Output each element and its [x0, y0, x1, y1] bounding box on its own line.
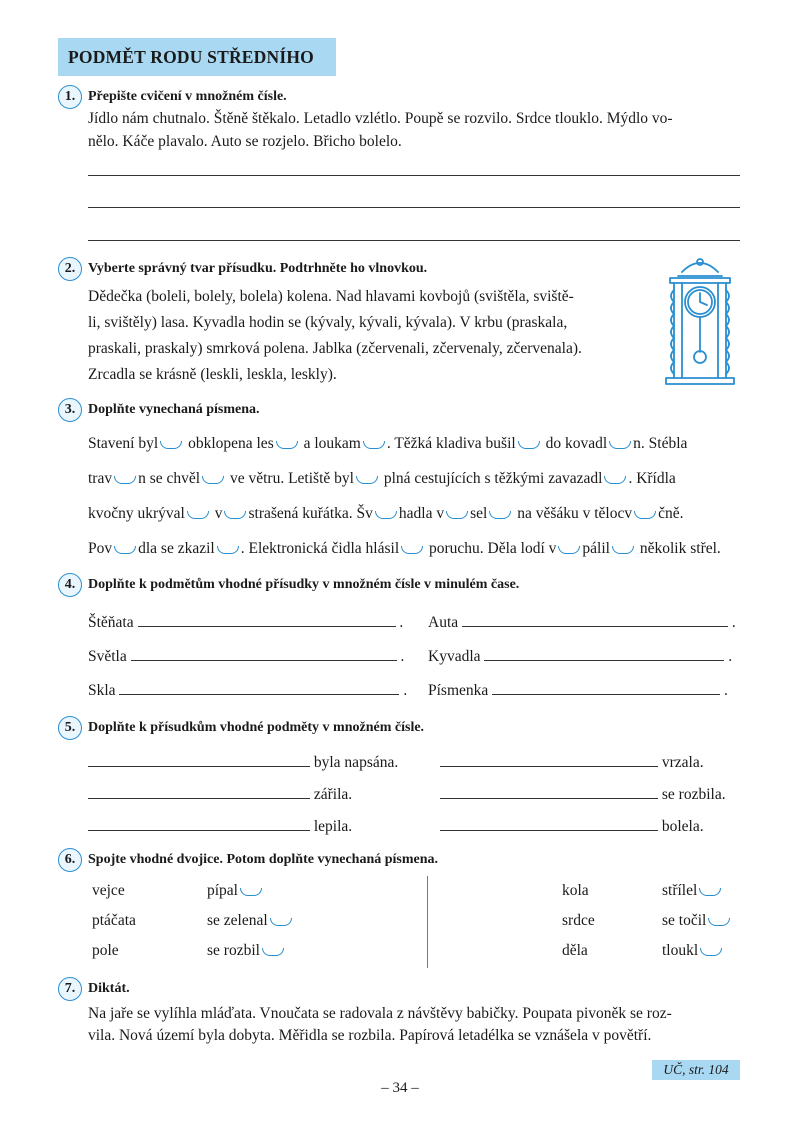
- blank-slot[interactable]: [609, 441, 631, 449]
- exercise-1-text-line1: Jídlo nám chutnalo. Štěně štěkalo. Letadlo vzlétlo. Poupě se rozvilo. Srdce tlouklo. Mýdlo vo-: [88, 110, 673, 127]
- blank-slot[interactable]: [202, 476, 224, 484]
- exercise-2-instruction: Vyberte správný tvar přísudku. Podtrhněte ho vlnovkou.: [88, 261, 428, 276]
- blank-slot[interactable]: [262, 948, 284, 956]
- ex4-row: Štěňata .: [88, 614, 404, 631]
- blank-slot[interactable]: [375, 511, 397, 519]
- exercise-3-number: 3.: [58, 398, 82, 422]
- exercise-1-instruction: Přepište cvičení v množném čísle.: [88, 89, 287, 104]
- blank-slot[interactable]: [114, 476, 136, 484]
- answer-blank[interactable]: [440, 784, 658, 799]
- exercise-7-number: 7.: [58, 977, 82, 1001]
- exercise-3-line-4: Pov dla se zkazil . Elektronická čidla hlásil poruchu. Děla lodí v pálil několik střel.: [88, 540, 721, 557]
- ex5-row: byla napsána.: [88, 752, 398, 772]
- answer-line[interactable]: [88, 240, 740, 241]
- exercise-5-instruction: Doplňte k přísudkům vhodné podměty v množném čísle.: [88, 720, 425, 735]
- blank-slot[interactable]: [356, 476, 378, 484]
- blank-slot[interactable]: [446, 511, 468, 519]
- blank-slot[interactable]: [276, 441, 298, 449]
- ex4-row: Písmenka .: [428, 682, 728, 699]
- answer-blank[interactable]: [138, 612, 396, 627]
- ex5-row: vrzala.: [440, 752, 704, 772]
- match-noun[interactable]: srdce: [562, 912, 595, 929]
- blank-slot[interactable]: [187, 511, 209, 519]
- ex4-row: Skla .: [88, 682, 408, 699]
- match-verb[interactable]: se točil: [662, 908, 732, 933]
- ex5-row: bolela.: [440, 816, 704, 836]
- exercise-6-instruction: Spojte vhodné dvojice. Potom doplňte vynechaná písmena.: [88, 852, 439, 867]
- answer-blank[interactable]: [440, 752, 658, 767]
- blank-slot[interactable]: [699, 888, 721, 896]
- exercise-4-instruction: Doplňte k podmětům vhodné přísudky v množném čísle v minulém čase.: [88, 577, 520, 592]
- match-noun[interactable]: pole: [92, 942, 119, 959]
- exercise-7-text-line1: Na jaře se vylíhla mláďata. Vnoučata se radovala z návštěvy babičky. Poupata pivoněk se roz-: [88, 1005, 672, 1022]
- exercise-3-line-1: Stavení byl obklopena les a loukam . Těžká kladiva bušil do kovadl n. Stébla: [88, 435, 688, 452]
- exercise-7-text-line2: vila. Nová území byla dobyta. Měřidla se rozbila. Papírová letadélka se vznášela v povětří.: [88, 1027, 652, 1044]
- blank-slot[interactable]: [489, 511, 511, 519]
- exercise-2-line: li, svištěly) lasa. Kyvadla hodin se (kývaly, kývali, kývala). V krbu (praskala,: [88, 314, 568, 331]
- answer-blank[interactable]: [484, 646, 724, 661]
- match-noun[interactable]: vejce: [92, 882, 125, 899]
- blank-slot[interactable]: [401, 546, 423, 554]
- exercise-7-instruction: Diktát.: [88, 981, 130, 996]
- answer-blank[interactable]: [440, 816, 658, 831]
- blank-slot[interactable]: [114, 546, 136, 554]
- match-noun[interactable]: děla: [562, 942, 588, 959]
- exercise-2-number: 2.: [58, 257, 82, 281]
- exercise-1-text-line2: nělo. Káče plavalo. Auto se rozjelo. Břicho bolelo.: [88, 133, 402, 150]
- answer-blank[interactable]: [492, 680, 720, 695]
- page-number: – 34 –: [381, 1080, 419, 1096]
- blank-slot[interactable]: [240, 888, 262, 896]
- blank-slot[interactable]: [700, 948, 722, 956]
- ex4-row: Auta .: [428, 614, 736, 631]
- blank-slot[interactable]: [224, 511, 246, 519]
- answer-blank[interactable]: [462, 612, 728, 627]
- match-noun[interactable]: ptáčata: [92, 912, 136, 929]
- blank-slot[interactable]: [217, 546, 239, 554]
- page-title: PODMĚT RODU STŘEDNÍHO: [58, 38, 336, 76]
- match-verb[interactable]: se rozbil: [207, 938, 286, 963]
- match-noun[interactable]: kola: [562, 882, 589, 899]
- exercise-2-line: Dědečka (boleli, bolely, bolela) kolena. Nad hlavami kovbojů (svištěla, sviště-: [88, 288, 574, 305]
- ex4-row: Světla .: [88, 648, 405, 665]
- match-verb[interactable]: střílel: [662, 878, 723, 903]
- answer-blank[interactable]: [119, 680, 399, 695]
- blank-slot[interactable]: [363, 441, 385, 449]
- answer-blank[interactable]: [131, 646, 397, 661]
- blank-slot[interactable]: [518, 441, 540, 449]
- answer-blank[interactable]: [88, 784, 310, 799]
- answer-blank[interactable]: [88, 752, 310, 767]
- exercise-2-line: praskali, praskaly) smrková polena. Jablka (zčervenali, zčervenaly, zčervenala).: [88, 340, 582, 357]
- exercise-3-line-2: trav n se chvěl ve větru. Letiště byl plná cestujících s těžkými zavazadl . Křídla: [88, 470, 676, 487]
- exercise-6-number: 6.: [58, 848, 82, 872]
- exercise-3-line-3: kvočny ukrýval v strašená kuřátka. Šv hadla v sel na věšáku v tělocv čně.: [88, 505, 684, 522]
- blank-slot[interactable]: [160, 441, 182, 449]
- textbook-reference: UČ, str. 104: [652, 1060, 740, 1080]
- ex5-row: lepila.: [88, 816, 352, 836]
- blank-slot[interactable]: [708, 918, 730, 926]
- ex5-row: zářila.: [88, 784, 352, 804]
- exercise-3-instruction: Doplňte vynechaná písmena.: [88, 402, 260, 417]
- exercise-4-number: 4.: [58, 573, 82, 597]
- exercise-5-number: 5.: [58, 716, 82, 740]
- answer-blank[interactable]: [88, 816, 310, 831]
- match-verb[interactable]: se zelenal: [207, 908, 294, 933]
- column-divider: [427, 876, 428, 968]
- match-verb[interactable]: tloukl: [662, 938, 724, 963]
- blank-slot[interactable]: [612, 546, 634, 554]
- answer-line[interactable]: [88, 175, 740, 176]
- blank-slot[interactable]: [270, 918, 292, 926]
- blank-slot[interactable]: [634, 511, 656, 519]
- ex5-row: se rozbila.: [440, 784, 726, 804]
- clock-icon: [660, 250, 740, 395]
- blank-slot[interactable]: [604, 476, 626, 484]
- blank-slot[interactable]: [558, 546, 580, 554]
- answer-line[interactable]: [88, 207, 740, 208]
- exercise-1-number: 1.: [58, 85, 82, 109]
- match-verb[interactable]: pípal: [207, 878, 264, 903]
- exercise-2-line: Zrcadla se krásně (leskli, leskla, leskly).: [88, 366, 337, 383]
- ex4-row: Kyvadla .: [428, 648, 733, 665]
